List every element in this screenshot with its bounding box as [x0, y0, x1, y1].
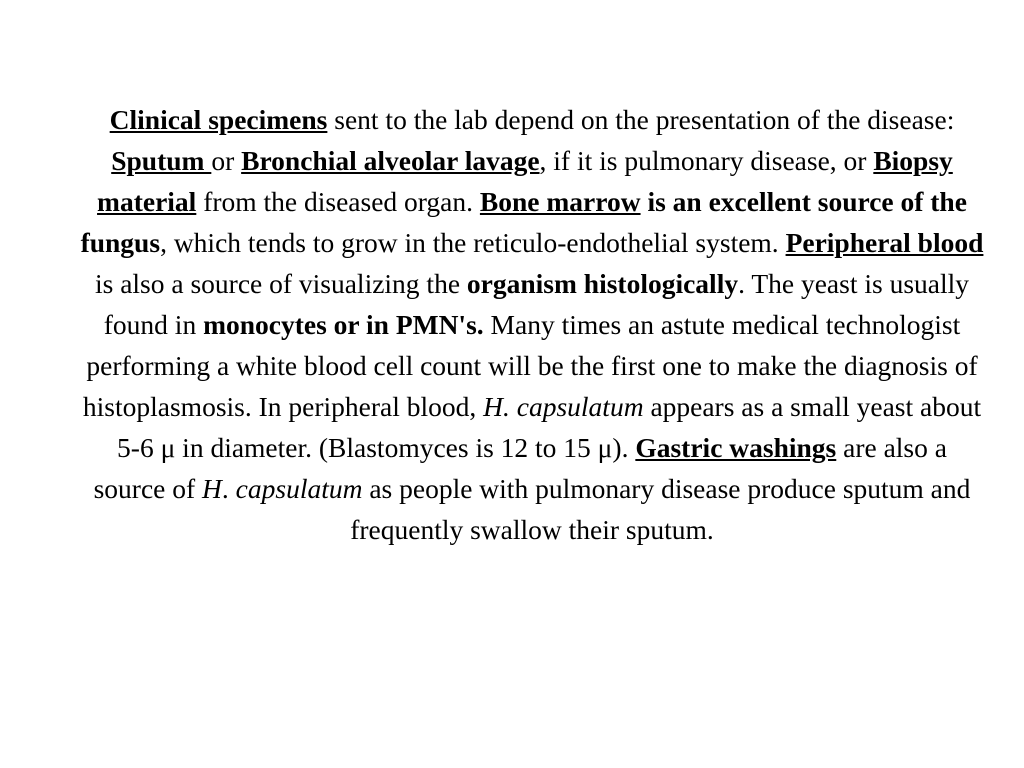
text-run: Many times an astute medical technologist performing a white blood cell count will be the first one to make the diagnosis of histoplasmosis. In peripheral blood,: [82, 309, 978, 422]
term-bronchial-alveolar-lavage: Bronchial alveolar lavage: [241, 145, 540, 176]
text-run: as people with pulmonary disease produce sputum and frequently swallow their sputum.: [350, 473, 971, 545]
text-run: , which tends to grow in the reticulo-endothelial system.: [160, 227, 786, 258]
term-bone-marrow: Bone marrow: [479, 186, 641, 217]
term-gastric-washings: Gastric washings: [635, 432, 837, 463]
emphasis-monocytes-pmns: monocytes or in PMN's.: [203, 309, 484, 340]
text-run: appears as a small yeast about 5-6 μ in diameter. (Blastomyces is 12 to 15 μ).: [117, 391, 982, 463]
text-run: sent to the lab depend on the presentation of the disease:: [327, 104, 955, 135]
term-biopsy-material: Biopsy material: [97, 145, 953, 217]
term-clinical-specimens: Clinical specimens: [109, 104, 328, 135]
text-run: from the diseased organ.: [196, 186, 480, 217]
text-run: , if it is pulmonary disease, or: [539, 145, 874, 176]
text-run: . The yeast is usually found in: [103, 268, 970, 340]
species-name: H. capsulatum: [483, 391, 644, 422]
text-run: is also a source of visualizing the: [94, 268, 467, 299]
species-epithet: capsulatum: [235, 473, 363, 504]
text-run: or: [211, 145, 242, 176]
emphasis-organism-histologically: organism histologically: [466, 268, 739, 299]
emphasis-excellent-source: is an excellent source of the fungus: [80, 186, 967, 258]
text-run: are also a source of: [93, 432, 947, 504]
term-peripheral-blood: Peripheral blood: [785, 227, 984, 258]
body-paragraph: [80, 99, 984, 550]
text-run: .: [221, 473, 236, 504]
term-sputum: Sputum: [111, 145, 212, 176]
species-genus-initial: H: [202, 473, 222, 504]
